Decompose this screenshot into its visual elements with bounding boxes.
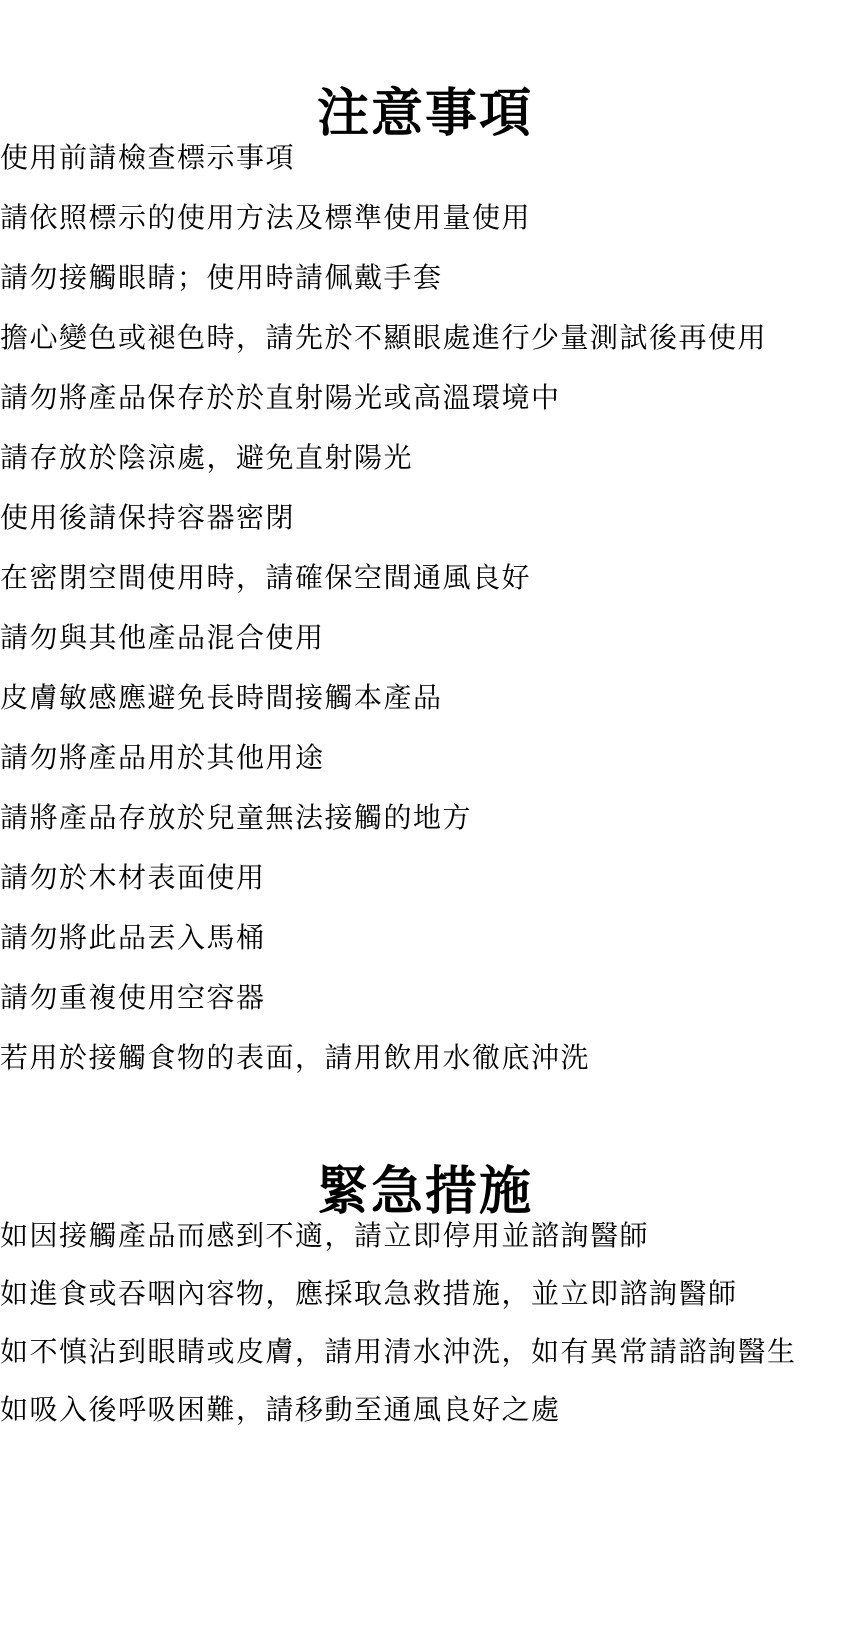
precaution-item (0, 1042, 850, 1074)
precaution-item (0, 982, 850, 1014)
precaution-item-text: 請勿與其他產品混合使用 (0, 622, 325, 653)
precaution-item (0, 382, 850, 414)
precaution-item-text: 請存放於陰涼處，避免直射陽光 (0, 442, 414, 473)
emergency-item (0, 1220, 850, 1252)
emergency-item (0, 1278, 850, 1310)
precaution-item (0, 742, 850, 774)
precaution-item-text: 請依照標示的使用方法及標準使用量使用 (0, 202, 532, 233)
precaution-item-text: 使用後請保持容器密閉 (0, 502, 296, 533)
precaution-item-text: 在密閉空間使用時，請確保空間通風良好 (0, 562, 532, 593)
emergency-item (0, 1336, 850, 1368)
precautions-list (0, 142, 850, 1074)
precaution-item-text: 若用於接觸食物的表面，請用飲用水徹底沖洗 (0, 1042, 591, 1073)
precaution-item (0, 562, 850, 594)
precaution-item-text: 請勿接觸眼睛；使用時請佩戴手套 (0, 262, 443, 293)
precaution-item-text: 皮膚敏感應避免長時間接觸本產品 (0, 682, 443, 713)
precaution-item (0, 922, 850, 954)
emergency-item (0, 1394, 850, 1426)
precaution-item (0, 442, 850, 474)
emergency-item-text: 如因接觸產品而感到不適，請立即停用並諮詢醫師 (0, 1220, 650, 1251)
precaution-item-text: 請將產品存放於兒童無法接觸的地方 (0, 802, 473, 833)
emergency-list (0, 1220, 850, 1426)
precaution-item-text: 請勿將產品用於其他用途 (0, 742, 325, 773)
precaution-item-text: 請勿將此品丟入馬桶 (0, 922, 266, 953)
emergency-item-text: 如吸入後呼吸困難，請移動至通風良好之處 (0, 1394, 561, 1425)
precaution-item-text: 請勿將產品保存於於直射陽光或高溫環境中 (0, 382, 561, 413)
precaution-item (0, 622, 850, 654)
precaution-item-text: 使用前請檢查標示事項 (0, 142, 296, 173)
precaution-item (0, 262, 850, 294)
precautions-section-title: 注意事項 (316, 85, 533, 143)
precaution-item-text: 請勿重複使用空容器 (0, 982, 266, 1013)
precaution-item (0, 202, 850, 234)
emergency-section-title: 緊急措施 (316, 1163, 533, 1221)
precaution-item (0, 682, 850, 714)
emergency-item-text: 如進食或吞咽內容物，應採取急救措施，並立即諮詢醫師 (0, 1278, 738, 1309)
emergency-item-text: 如不慎沾到眼睛或皮膚，請用清水沖洗，如有異常請諮詢醫生 (0, 1336, 797, 1367)
precaution-item (0, 502, 850, 534)
precaution-item (0, 862, 850, 894)
precaution-item-text: 請勿於木材表面使用 (0, 862, 266, 893)
precaution-item (0, 142, 850, 174)
precaution-item (0, 322, 850, 354)
precaution-item (0, 802, 850, 834)
precaution-item-text: 擔心變色或褪色時，請先於不顯眼處進行少量測試後再使用 (0, 322, 768, 353)
